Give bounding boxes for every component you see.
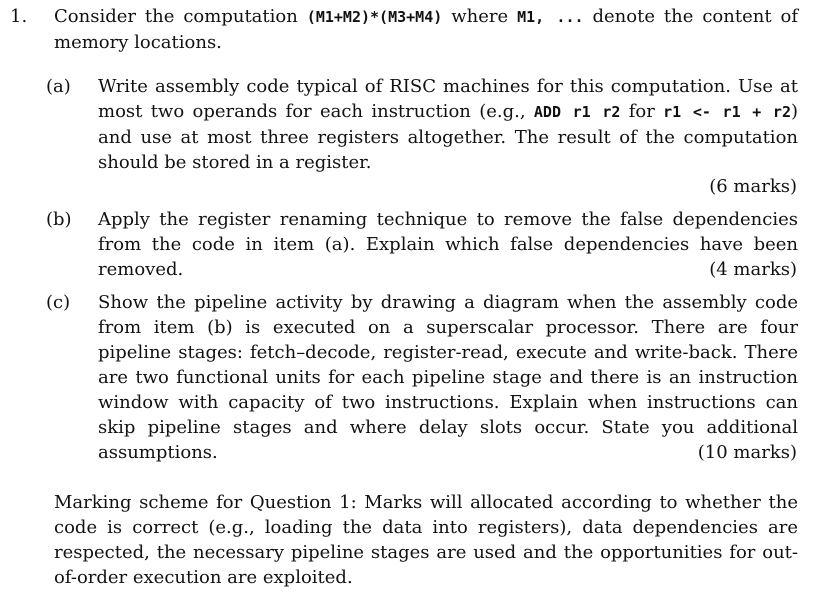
intro-text-1: Consider the computation bbox=[54, 6, 307, 27]
part-a-code-meaning: r1 <- r1 + r2 bbox=[663, 103, 791, 121]
part-a-marks: (6 marks) bbox=[709, 176, 797, 197]
part-b-marks: (4 marks) bbox=[709, 259, 797, 280]
part-a-text-2: for bbox=[620, 101, 664, 122]
intro-text-3: denote the content of memory locations. bbox=[54, 6, 799, 53]
part-c-marks: (10 marks) bbox=[697, 442, 797, 463]
part-b-text: Apply the register renaming technique to remove the false dependencies from the code in item (a). Explain which false dependencies have been removed. bbox=[98, 209, 798, 280]
intro-memory-names: M1, ... bbox=[517, 8, 584, 26]
intro-expression: (M1+M2)*(M3+M4) bbox=[306, 8, 443, 26]
part-a-text-1: Write assembly code typical of RISC machines for this computation. Use at most two operands for each instruction (e.g., bbox=[98, 76, 798, 122]
part-a-code-example: ADD r1 r2 bbox=[533, 103, 621, 121]
question-number: 1. bbox=[10, 6, 28, 27]
part-a-label: (a) bbox=[46, 76, 71, 97]
marking-scheme: Marking scheme for Question 1: Marks will allocated according to whether the code is correct (e.g., loading the data into registers), data dependencies are respected, the necessary pipeline stages are used and the opportunities for out-of-order execution are exploited. bbox=[54, 492, 798, 588]
part-b-label: (b) bbox=[46, 209, 72, 230]
intro-text-2: where bbox=[442, 6, 518, 27]
part-c-text: Show the pipeline activity by drawing a diagram when the assembly code from item (b) is executed on a superscalar processor. There are four pipeline stages: fetch–decode, register-read, execute and write-back. There are two functional units for each pipeline stage and there is an instruction window with capacity of two instructions. Explain when instructions can skip pipeline stages and where delay slots occur. State you additional assumptions. bbox=[98, 292, 798, 463]
part-c-label: (c) bbox=[46, 292, 71, 313]
question-intro bbox=[54, 4, 798, 55]
part-a-text bbox=[98, 74, 798, 175]
part-a-text-3: ) and use at most three registers altogether. The result of the computation should be stored in a register. bbox=[98, 101, 799, 173]
